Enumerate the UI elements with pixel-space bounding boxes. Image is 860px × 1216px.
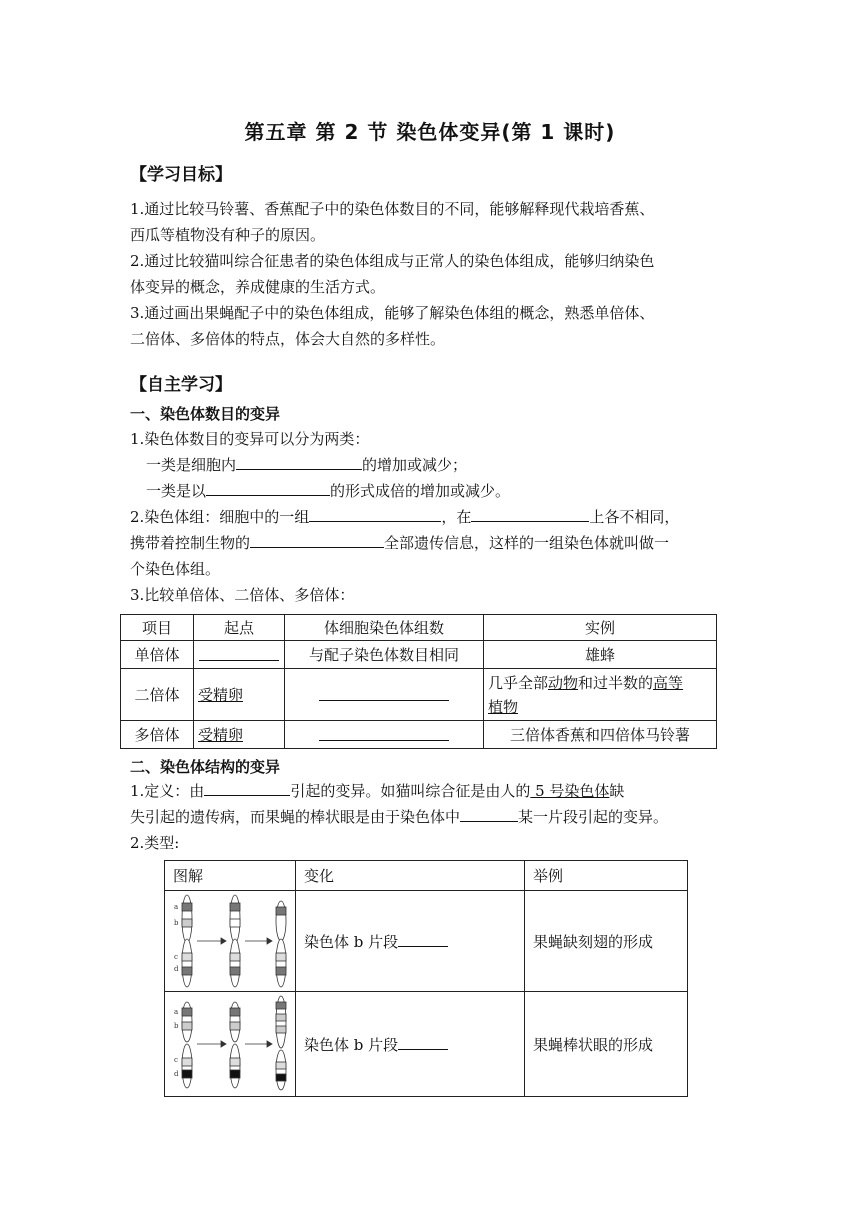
question-1a — [130, 452, 740, 478]
example-cell: 果蝇棒状眼的形成 — [525, 992, 688, 1097]
d1-text: 1.定义：由 — [130, 782, 205, 800]
table-row — [165, 992, 688, 1097]
structure-variation-table — [164, 860, 688, 1097]
goal-2-line-1: 2.通过比较猫叫综合征患者的染色体组成与正常人的染色体组成，能够归纳染色 — [130, 252, 655, 270]
band-a — [230, 1008, 240, 1016]
start-value: 受精卵 — [198, 726, 244, 744]
example-cell — [484, 669, 717, 721]
answer-blank[interactable] — [250, 531, 384, 548]
answer-blank[interactable] — [319, 724, 449, 741]
table-header: 图解 — [165, 861, 296, 891]
answer-blank[interactable] — [204, 779, 290, 796]
question-3: 3.比较单倍体、二倍体、多倍体： — [130, 586, 355, 604]
count-cell — [285, 721, 484, 749]
change-cell — [296, 891, 525, 992]
example-underlined: 植物 — [488, 697, 519, 716]
d2-text: 失引起的遗传病，而果蝇的棒状眼是由于染色体中 — [130, 808, 461, 826]
d1-text-end: 缺 — [609, 782, 625, 800]
question-2b — [130, 530, 740, 556]
question-2 — [130, 504, 740, 530]
row-name: 多倍体 — [121, 721, 194, 749]
count-cell — [285, 669, 484, 721]
label-b: b — [174, 1022, 179, 1030]
q2-text: 2.染色体组：细胞中的一组 — [130, 508, 310, 526]
goal-3-line-2: 二倍体、多倍体的特点，体会大自然的多样性。 — [130, 330, 446, 348]
goal-2-line-2: 体变异的概念，养成健康的生活方式。 — [130, 278, 386, 296]
goals-heading: 【学习目标】 — [130, 165, 232, 185]
chromosome-arm-icon — [230, 939, 240, 987]
section-1-body — [130, 426, 740, 608]
label-a: a — [174, 1008, 179, 1016]
arrowhead-icon — [221, 938, 226, 944]
start-cell — [194, 721, 285, 749]
example-cell: 果蝇缺刻翅的形成 — [525, 891, 688, 992]
answer-blank[interactable] — [471, 505, 589, 522]
chromosome-arm-icon — [276, 939, 286, 987]
page-title: 第五章 第 2 节 染色体变异(第 1 课时) — [244, 120, 616, 144]
band-a — [230, 903, 240, 911]
d1-underlined: 5 号染色体 — [530, 782, 610, 800]
table-row — [121, 669, 717, 721]
band-d — [182, 1070, 192, 1078]
goal-3-line-1: 3.通过画出果蝇配子中的染色体组成，能够了解染色体组的概念，熟悉单倍体、 — [130, 304, 655, 322]
start-cell — [194, 669, 285, 721]
label-c: c — [174, 1056, 178, 1064]
band-b — [182, 919, 192, 927]
section-1-heading: 一、染色体数目的变异 — [130, 405, 281, 423]
table-row — [121, 641, 717, 669]
section-2-body — [130, 778, 740, 856]
table-header: 项目 — [121, 615, 194, 641]
arrowhead-icon — [267, 938, 272, 944]
goals-list — [130, 196, 740, 352]
q1a-text: 一类是细胞内 — [146, 456, 237, 474]
types-label: 2.类型: — [130, 834, 180, 852]
band-a — [182, 1008, 192, 1016]
band-a — [182, 903, 192, 911]
q2-text-mid: ，在 — [441, 508, 472, 526]
table-header-row — [165, 861, 688, 891]
band-b — [276, 1014, 286, 1021]
diagram-cell — [165, 891, 296, 992]
band-d — [276, 967, 286, 975]
example-text: 几乎全部 — [488, 673, 549, 692]
change-cell — [296, 992, 525, 1097]
d1-text-mid: 引起的变异。如猫叫综合征是由人的 — [290, 782, 531, 800]
label-a: a — [174, 903, 179, 911]
q1b-text: 一类是以 — [146, 482, 207, 500]
table-header: 起点 — [194, 615, 285, 641]
self-study-heading: 【自主学习】 — [130, 375, 232, 395]
start-value: 受精卵 — [198, 686, 244, 704]
label-d: d — [174, 1070, 179, 1078]
count-cell: 与配子染色体数目相同 — [285, 641, 484, 669]
answer-blank[interactable] — [206, 479, 330, 496]
question-2c: 个染色体组。 — [130, 560, 221, 578]
example-underlined: 动物 — [548, 673, 579, 692]
change-text: 染色体 b 片段 — [304, 1036, 399, 1054]
label-b: b — [174, 919, 179, 927]
example-cell: 三倍体香蕉和四倍体马铃薯 — [484, 721, 717, 749]
goal-1-line-1: 1.通过比较马铃薯、香蕉配子中的染色体数目的不同，能够解释现代栽培香蕉、 — [130, 200, 655, 218]
answer-blank[interactable] — [398, 1033, 448, 1050]
answer-blank[interactable] — [398, 930, 448, 947]
label-d: d — [174, 965, 179, 973]
table-header-row — [121, 615, 717, 641]
definition-line-1 — [130, 778, 740, 804]
q1b-text-end: 的形式成倍的增加或减少。 — [330, 482, 511, 500]
example-underlined: 高等 — [653, 673, 684, 692]
band-b-empty — [230, 919, 240, 927]
duplication-diagram — [165, 992, 293, 1096]
change-text: 染色体 b 片段 — [304, 933, 399, 951]
band-c — [276, 953, 286, 961]
answer-blank[interactable] — [319, 684, 449, 701]
definition-line-2 — [130, 804, 740, 830]
arrowhead-icon — [267, 1041, 272, 1047]
example-cell: 雄蜂 — [484, 641, 717, 669]
band-c — [182, 1058, 192, 1066]
chromosome-arm-icon — [182, 939, 192, 987]
band-d — [182, 967, 192, 975]
answer-blank[interactable] — [236, 453, 362, 470]
band-b-duplicate — [276, 1026, 286, 1033]
band-d — [276, 1074, 286, 1081]
example-text: 和过半数的 — [578, 673, 654, 692]
chromosome-arm-icon — [276, 1050, 286, 1090]
table-header: 变化 — [296, 861, 525, 891]
band-d — [230, 1070, 240, 1078]
band-a — [276, 907, 286, 915]
d2-text-end: 某一片段引起的变异。 — [518, 808, 669, 826]
band-c — [276, 1062, 286, 1069]
row-name: 单倍体 — [121, 641, 194, 669]
q2-text-end: 上各不相同， — [589, 508, 680, 526]
row-name: 二倍体 — [121, 669, 194, 721]
question-1b — [130, 478, 740, 504]
goal-1-line-2: 西瓜等植物没有种子的原因。 — [130, 226, 326, 244]
band-c — [230, 953, 240, 961]
q1a-text-end: 的增加或减少； — [362, 456, 468, 474]
table-row — [121, 721, 717, 749]
answer-blank[interactable] — [199, 644, 279, 661]
band-d — [230, 967, 240, 975]
band-a — [276, 1002, 286, 1009]
question-1: 1.染色体数目的变异可以分为两类： — [130, 430, 370, 448]
band-c — [230, 1058, 240, 1066]
table-row — [165, 891, 688, 992]
deletion-diagram — [165, 891, 293, 991]
diagram-cell — [165, 992, 296, 1097]
section-2-heading: 二、染色体结构的变异 — [130, 758, 281, 776]
label-c: c — [174, 953, 178, 961]
answer-blank[interactable] — [460, 805, 518, 822]
table-header: 体细胞染色体组数 — [285, 615, 484, 641]
table-header: 举例 — [525, 861, 688, 891]
band-c — [182, 953, 192, 961]
ploidy-comparison-table — [120, 614, 717, 749]
arrowhead-icon — [221, 1041, 226, 1047]
q2b-text: 携带着控制生物的 — [130, 534, 251, 552]
answer-blank[interactable] — [309, 505, 441, 522]
q2b-text-end: 全部遗传信息，这样的一组染色体就叫做一 — [384, 534, 670, 552]
table-header: 实例 — [484, 615, 717, 641]
band-b — [230, 1022, 240, 1030]
start-cell — [194, 641, 285, 669]
band-b — [182, 1022, 192, 1030]
